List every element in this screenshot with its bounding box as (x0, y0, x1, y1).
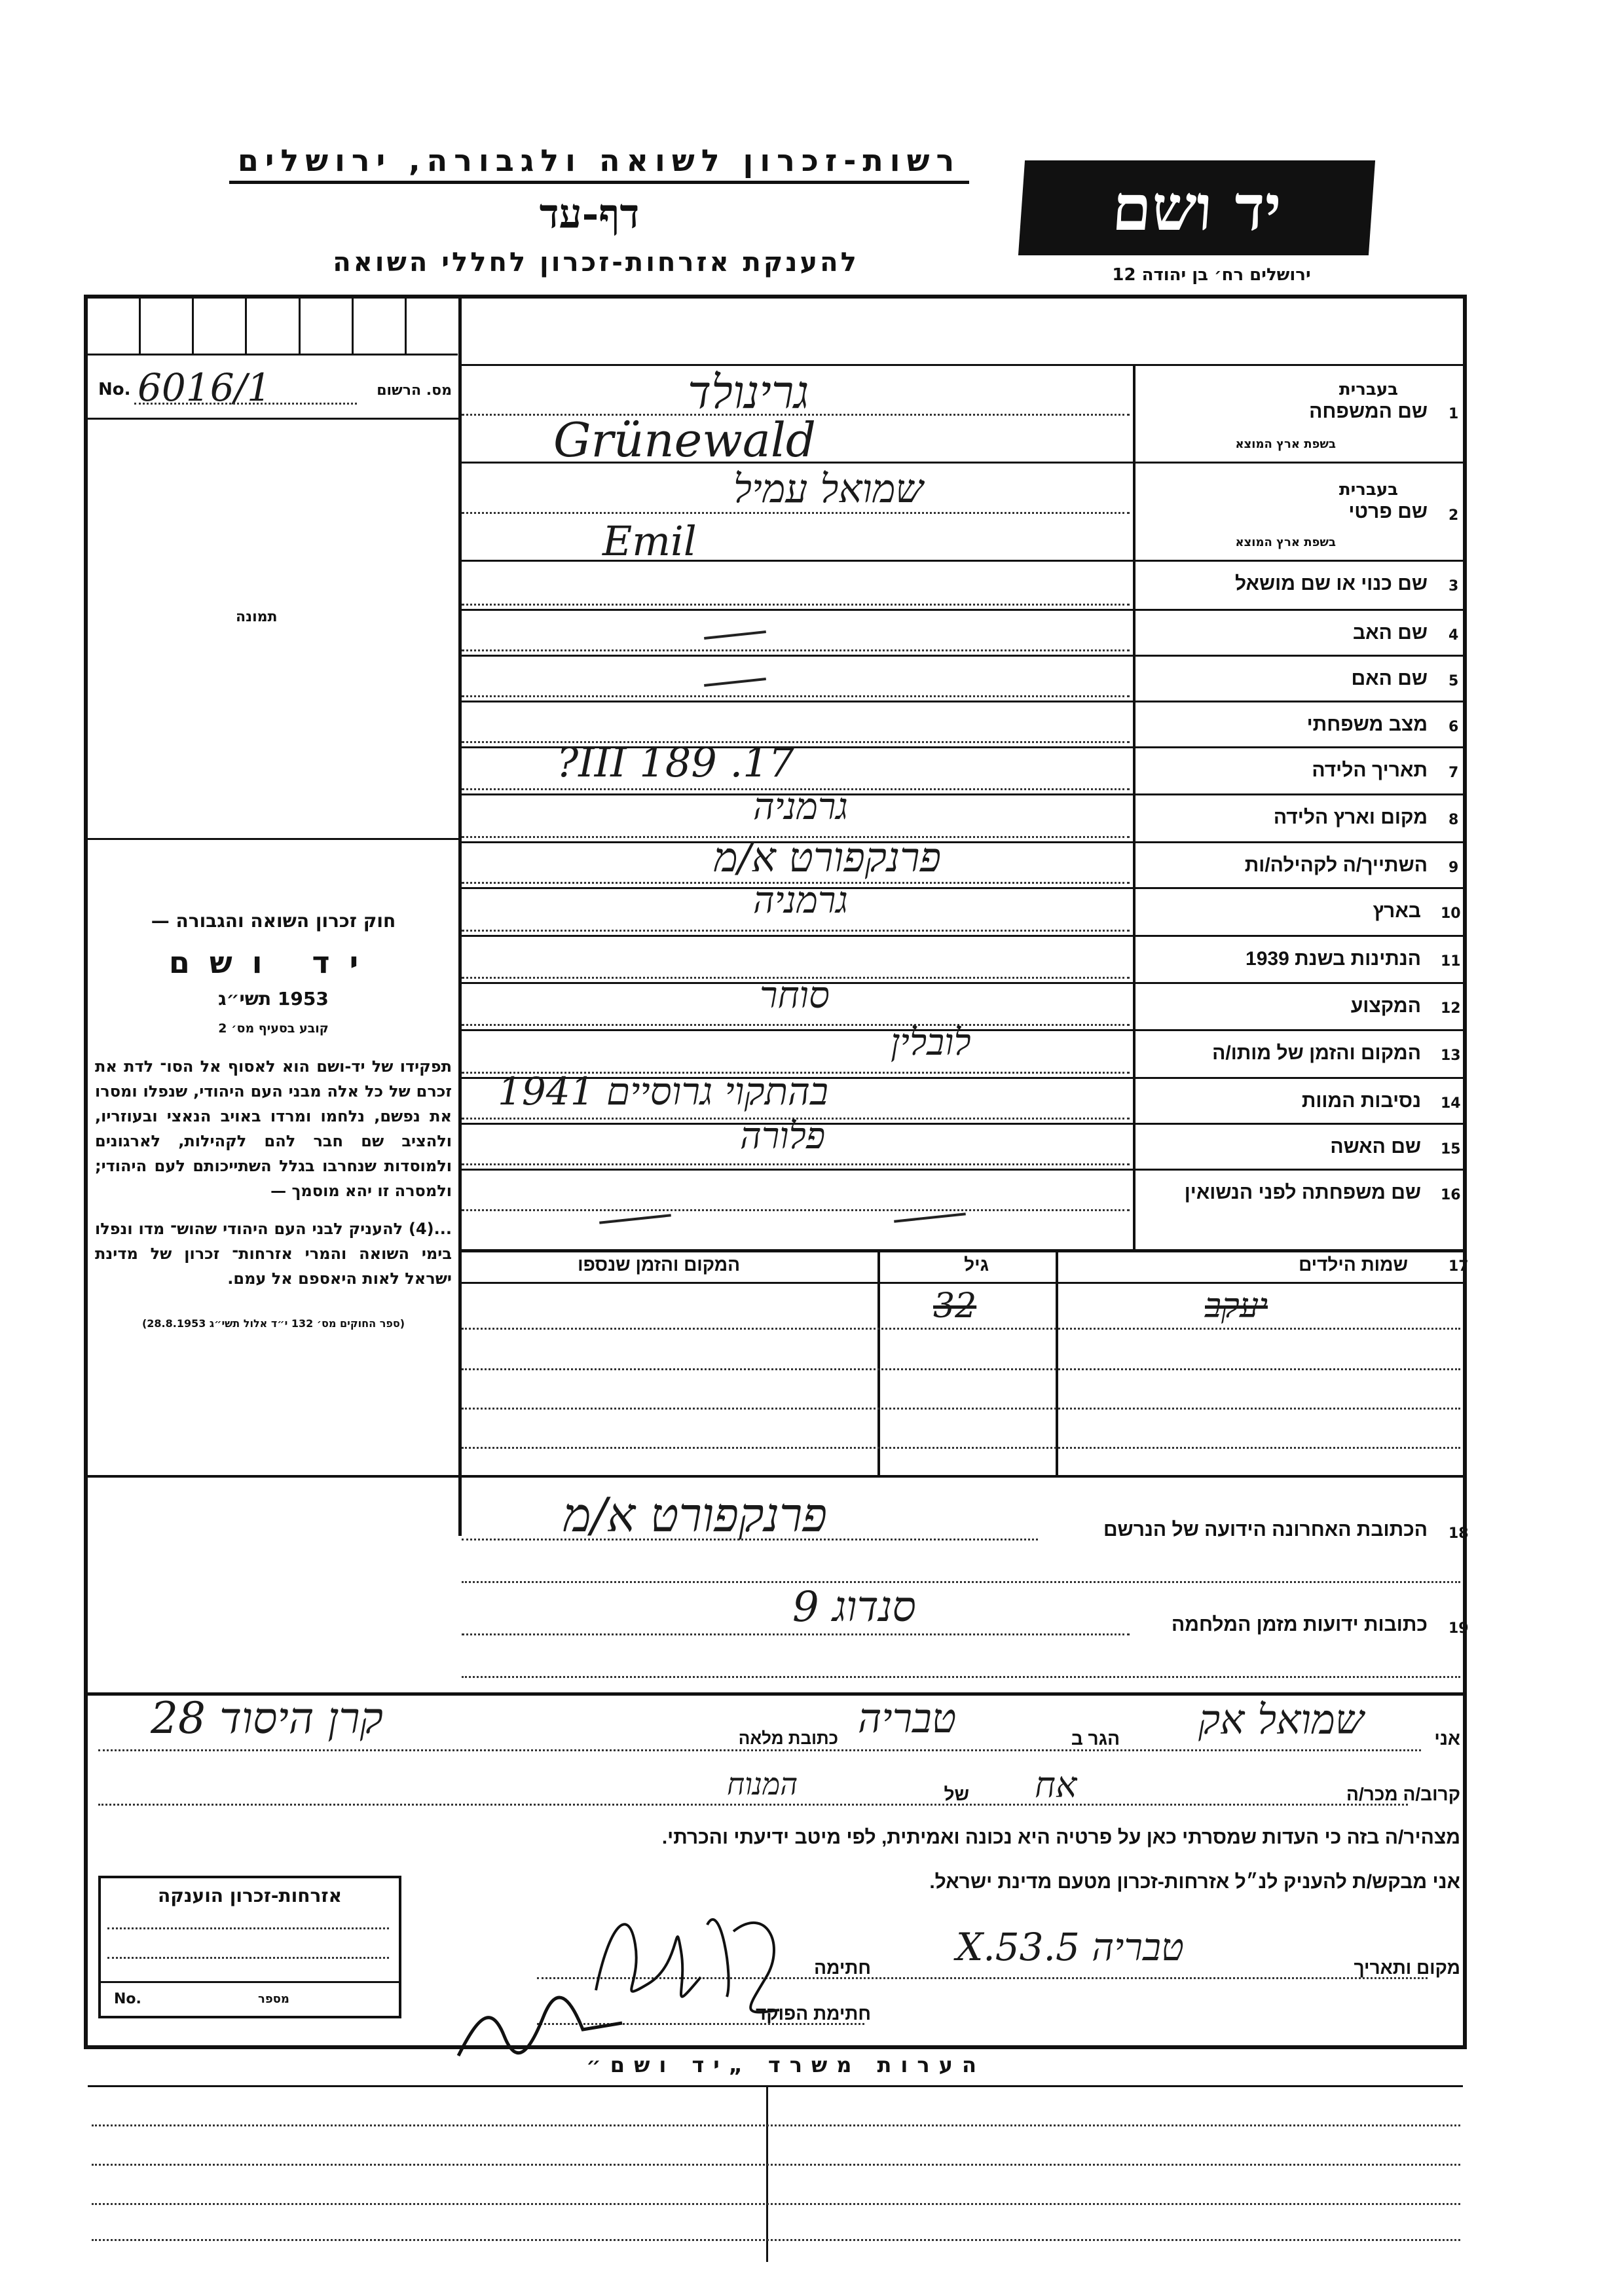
photo-bottom (88, 838, 458, 840)
label-column-divider (1133, 364, 1135, 1251)
field-5-label: שם האם (1351, 668, 1428, 689)
field-3-label: שם כנוי או שם מושאל (1234, 573, 1428, 594)
field-1-sub-hebrew: בעברית (1338, 380, 1398, 399)
field-8-num: 8 (1449, 812, 1459, 828)
row-line-10 (458, 935, 1464, 937)
field-13-label: המקום והזמן של מותו/ה (1212, 1042, 1421, 1064)
field-12-label: המקצוע (1350, 995, 1421, 1017)
place-date-label: מקום ותאריך (1354, 1958, 1460, 1978)
children-num: 17 (1449, 1258, 1469, 1275)
field-1-label: שם המשפחה (1309, 401, 1428, 422)
law-name: יד ושם (168, 945, 378, 980)
law-para-1: תפקידו של יד-ושם הוא לאסוף אל הסו־ לדת את זכרם של כל אלה מבני העם היהודי, שנפלו ומסרו את נפשם, נלחמו ומרדו באויב הנאצי ובעוזריו, ולהציב שם חבר להם לקהילות, לארגונים ולמוסדות שנחרבו בגלל השתייכותם לעם היהודי; ולמסרה זו יהא מוסמך — (95, 1057, 452, 1200)
decl-lives: הגר ב (1071, 1728, 1120, 1749)
children-col-a (877, 1249, 880, 1475)
stamp-num-label: מספר (258, 1992, 289, 2006)
row-dots-4 (462, 649, 1130, 651)
law-block (95, 910, 452, 1330)
field-2-sub-hebrew: בעברית (1338, 480, 1398, 500)
child-age-1: 32 (933, 1286, 977, 1326)
field-16-label: שם משפחתה לפני הנשואין (1184, 1182, 1421, 1203)
field-2-value-latin: Emil (602, 517, 697, 565)
field-1-sub-origin: בשפת ארץ המוצא (1235, 437, 1336, 451)
field-2-value: שמואל עמיל (733, 466, 923, 512)
field-7-label: תאריך הלידה (1312, 759, 1428, 781)
field-2-num: 2 (1449, 507, 1459, 524)
field-8-label: מקום וארץ הלידה (1273, 807, 1428, 828)
row-line-7 (458, 793, 1464, 795)
field-15-label: שם האשה (1330, 1136, 1421, 1157)
notes-top (88, 2046, 1463, 2049)
field-12-value: סוחר (760, 974, 830, 1017)
row-dots-5 (462, 695, 1130, 697)
field-9-value: פרנקפורט א/מ (714, 833, 942, 881)
field-15-value: פלורה (740, 1115, 826, 1157)
decl-prefix: אני (1434, 1728, 1460, 1749)
decl-full-address: כתובת מלאה (738, 1728, 838, 1748)
child-name-1: יעקב (1205, 1286, 1268, 1326)
registration-no (98, 365, 452, 410)
children-top (458, 1249, 1464, 1252)
field-4-label: שם האב (1352, 622, 1428, 644)
field-1-value-latin: Grünewald (553, 412, 816, 467)
field-7-value: 17. III 189? (557, 738, 795, 786)
law-clause: קובע בסעיף מס׳ 2 (218, 1021, 329, 1036)
children-bottom (88, 1475, 1463, 1478)
decl-of-label: של (944, 1784, 969, 1804)
field-10-num: 10 (1441, 905, 1461, 922)
row-line-4 (458, 655, 1464, 657)
field-13-value: לובלין (891, 1021, 971, 1064)
field-11-num: 11 (1441, 953, 1461, 970)
field-8-value: גרמניה (753, 786, 848, 828)
field-2-sub-origin: בשפת ארץ המוצא (1235, 536, 1336, 549)
children-header-age: גיל (964, 1254, 989, 1275)
authority-line: רשות-זכרון לשואה ולגבורה, ירושלים (229, 143, 969, 184)
children-header-line (458, 1282, 1464, 1284)
field-14-num: 14 (1441, 1095, 1461, 1112)
row-line-11 (458, 982, 1464, 984)
reg-divider (88, 418, 458, 420)
law-para-2: ...(4) להעניק לבני העם היהודי שהוש־ מדו ונפלו בימי השואה והמרי אזרחות־ זכרון של מדינת ישראל לאות היאספם אל עמם. (95, 1220, 452, 1288)
children-header-place: המקום והזמן שנספו (578, 1254, 740, 1275)
row-top (458, 364, 1464, 366)
stamp-no-label: No. (114, 1991, 141, 2007)
address-last-value: פרנקפורט א/מ (563, 1487, 828, 1542)
row-dots-3 (462, 604, 1130, 606)
decl-relative-label: קרוב/ה מכר/ה (1346, 1784, 1460, 1804)
decl-address: קרן היסוד 28 (151, 1693, 383, 1743)
decl-statement-1: מצהיר/ה בזה כי העדות שמסרתי כאן על פרטיה היא נכונה ואמיתית, לפי מיטב ידיעתי והכרתי. (661, 1827, 1460, 1848)
field-6-num: 6 (1449, 719, 1459, 735)
row-line-14 (458, 1123, 1464, 1125)
left-column-divider (458, 299, 462, 1536)
photo-label: תמונה (236, 609, 278, 625)
officer-label: חתימת הפוקד (755, 2003, 871, 2024)
stamp-title: אזרחות-זכרון הוענקה (158, 1885, 342, 1906)
row-dots-15 (462, 1163, 1130, 1165)
row-line-9 (458, 887, 1464, 889)
field-7-num: 7 (1449, 765, 1459, 781)
address-war-label: כתובות ידועות מזמן המלחמה (1171, 1614, 1428, 1635)
field-14-label: נסיבות המוות (1301, 1090, 1421, 1112)
yad-vashem-logo (1018, 160, 1375, 255)
field-10-value: גרמניה (753, 879, 848, 922)
form-subtitle: להענקת אזרחות-זכרון לחללי השואה (333, 247, 859, 278)
law-year: 1953 תשי״ג (218, 988, 329, 1010)
reg-label: מס. הרשום (377, 382, 452, 399)
logo-text: יד ושם (1109, 171, 1284, 245)
logo-address: ירושלים רח׳ בן יהודה 12 (1112, 265, 1311, 285)
decl-city: טבריה (858, 1694, 957, 1742)
field-10-label: בארץ (1373, 900, 1421, 922)
place-date-value: טבריה 5.X.53 (956, 1925, 1184, 1969)
notes-divider (766, 2085, 768, 2262)
field-4-num: 4 (1449, 627, 1459, 644)
law-title: חוק זכרון השואה והגבורה — (151, 910, 396, 932)
field-5-num: 5 (1449, 673, 1459, 689)
row-dots-10 (462, 930, 1130, 932)
row-line-5 (458, 701, 1464, 702)
address-last-label: הכתובת האחרונה הידועה של הנרשם (1103, 1519, 1428, 1540)
form-title: דף-עד (539, 190, 640, 238)
field-15-num: 15 (1441, 1141, 1461, 1157)
field-16-num: 16 (1441, 1187, 1461, 1203)
field-13-num: 13 (1441, 1048, 1461, 1064)
decl-relative-value: אח (1035, 1764, 1077, 1806)
row-dots-16 (462, 1209, 1130, 1211)
children-header-names: שמות הילדים (1299, 1254, 1408, 1275)
office-notes-title: הערות משרד „יד ושם״ (586, 2052, 986, 2077)
decl-statement-2: אני מבקש/ת להעניק לנ״ל אזרחות-זכרון מטעם מדינת ישראל. (929, 1871, 1460, 1893)
field-3-num: 3 (1449, 578, 1459, 594)
field-14-value: בהתקוי גרוסיים 1941 (498, 1069, 828, 1114)
field-2-label: שם פרטי (1348, 501, 1428, 522)
notes-header-line (88, 2085, 1463, 2087)
signature-label: חתימה (814, 1958, 871, 1978)
decl-name: שמואל אק (1198, 1696, 1364, 1743)
field-11-label: הנתינות בשנת 1939 (1246, 948, 1421, 970)
address-war-value: סנדוג 9 (792, 1583, 916, 1631)
address-last-num: 18 (1449, 1525, 1469, 1542)
row-dots-12 (462, 1024, 1130, 1026)
address-war-num: 19 (1449, 1620, 1469, 1637)
decl-of-value: המנוח (727, 1766, 798, 1802)
children-col-b (1056, 1249, 1058, 1475)
row-line-3 (458, 609, 1464, 611)
row-line-8 (458, 841, 1464, 843)
field-1-num: 1 (1449, 406, 1459, 422)
reg-no-value: 6016/1 (138, 365, 272, 410)
row-line-15 (458, 1169, 1464, 1171)
field-9-num: 9 (1449, 860, 1459, 876)
field-12-num: 12 (1441, 1000, 1461, 1017)
reg-no-label: No. (98, 380, 131, 399)
top-tick-row (88, 299, 458, 355)
stamp-box (98, 1876, 401, 2018)
field-9-label: השתייך/ה לקהילה/ות (1244, 854, 1428, 876)
field-1-value: גרינולד (688, 365, 809, 419)
law-source: (ספר החוקים מס׳ 132 י״ד אלול תשי״ג 28.8.1953) (141, 1317, 405, 1330)
field-6-label: מצב משפחתי (1306, 714, 1428, 735)
